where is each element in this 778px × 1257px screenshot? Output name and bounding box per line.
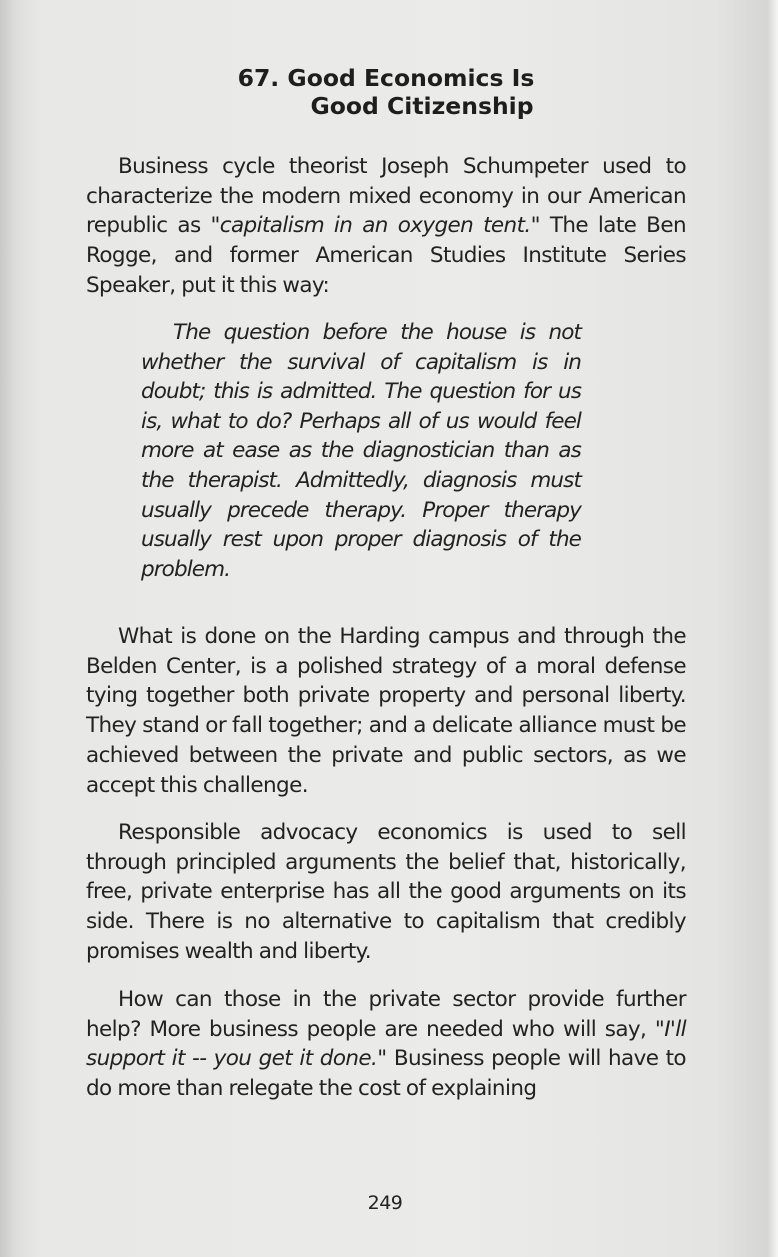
paragraph-1-text-end: The late Ben Rogge, and former American Studies Institute Series Speaker, put it this way: bbox=[86, 213, 686, 298]
paragraph-4-text-end: Business people will have to do more than relegate the cost of explaining bbox=[86, 1046, 686, 1102]
paragraph-4-italic-quote: "I'll support it -- you get it done." bbox=[86, 1016, 686, 1072]
paragraph-1-italic-quote: "capitalism in an oxygen tent." bbox=[210, 213, 540, 239]
paragraph-4 bbox=[86, 985, 686, 1104]
paragraph-1-text: Business cycle theorist Joseph Schumpeter used to characterize the modern mixed economy in our American republic as bbox=[86, 154, 686, 239]
paragraph-3: Responsible advocacy economics is used to sell through principled arguments the belief that, historically, free, private enterprise has all the good arguments on its side. There is no alternative to capitalism that credibly promises wealth and liberty. bbox=[86, 820, 686, 964]
page-number: 249 bbox=[367, 1192, 403, 1214]
chapter-title-line-1: 67. Good Economics Is bbox=[237, 64, 535, 92]
paragraph-4-text: How can those in the private sector provide further help? More business people are needed who will say, bbox=[86, 987, 686, 1042]
paragraph-2: What is done on the Harding campus and through the Belden Center, is a polished strategy of a moral defense tying together both private property and personal liberty. They stand or fall together; and a delicate alliance must be achieved between the private and public sectors, as we accept this challenge. bbox=[86, 624, 686, 798]
page-edge bbox=[768, 0, 778, 1257]
chapter-title bbox=[86, 64, 686, 120]
chapter-title-line-2: Good Citizenship bbox=[310, 92, 534, 120]
block-quote: The question before the house is not whether the survival of capitalism is in doubt; this is admitted. The question for us is, what to do? Perhaps all of us would feel more at ease as the diagnostician than as the therapist. Admittedly, diagnosis must usually precede therapy. Proper therapy usually rest upon proper diagnosis of the problem. bbox=[141, 320, 581, 582]
paragraph-1 bbox=[86, 152, 686, 301]
